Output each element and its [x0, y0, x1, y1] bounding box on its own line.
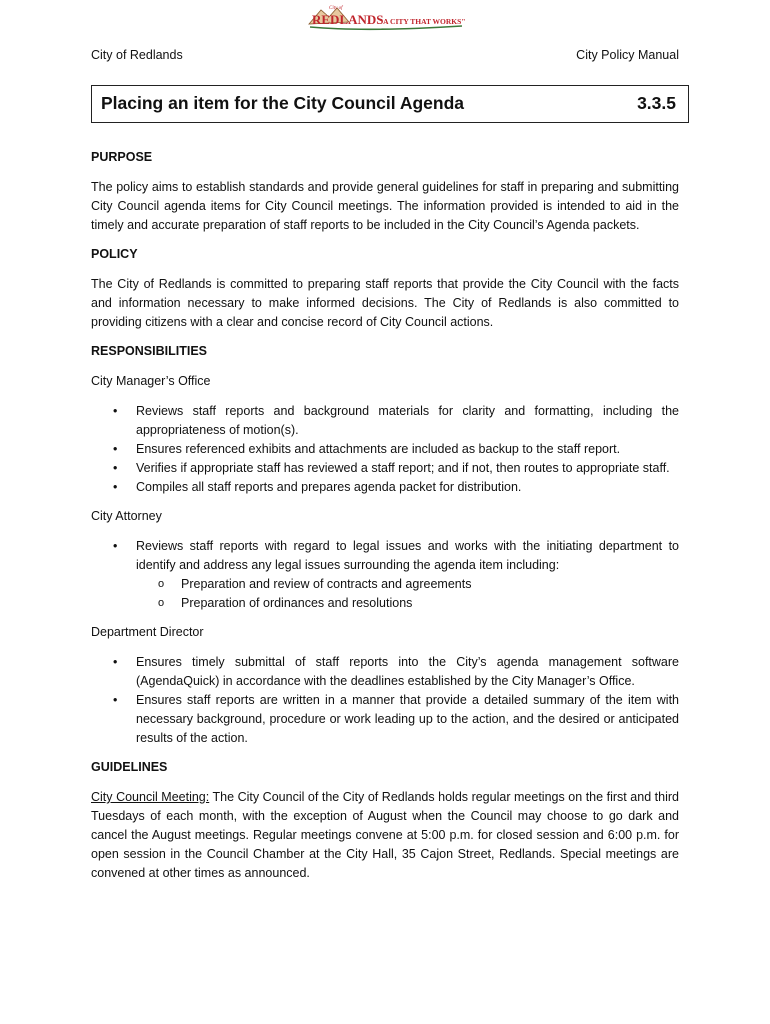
redlands-logo-graphic: [307, 2, 465, 32]
city-manager-label: City Manager’s Office: [91, 374, 211, 388]
policy-number: 3.3.5: [637, 93, 676, 113]
list-item: • Compiles all staff reports and prepares agenda packet for distribution.: [91, 478, 679, 497]
guidelines-lead: City Council Meeting:: [91, 790, 210, 804]
policy-heading: POLICY: [91, 247, 138, 261]
purpose-heading: PURPOSE: [91, 150, 153, 164]
list-item: • Verifies if appropriate staff has reviewed a staff report; and if not, then routes to appropriate staff.: [91, 459, 679, 478]
department-director-label: Department Director: [91, 625, 204, 639]
guidelines-body: The City Council of the City of Redlands holds regular meetings on the first and third Tuesdays of each month, with the exception of August when the Council may choose to go dark and cancel the August meetings. Regular meetings convene at 5:00 p.m. for closed session and 6:00 p.m. for open session in the Council Chamber at the City Hall, 35 Cajon Street, Redlands. Special meetings are convened at other times as announced.: [91, 790, 679, 880]
list-item: • Ensures timely submittal of staff reports into the City’s agenda management software (AgendaQuick) in accordance with the deadlines established by the City Manager’s Office.: [91, 653, 679, 691]
city-attorney-list: [91, 537, 679, 613]
list-item-text: Reviews staff reports with regard to legal issues and works with the initiating department to identify and address any legal issues surrounding the agenda item including:: [136, 539, 679, 572]
header-left: City of Redlands: [91, 48, 183, 62]
guidelines-heading: GUIDELINES: [91, 760, 168, 774]
guidelines-text: [91, 788, 679, 883]
logo-city-of: City of: [329, 6, 343, 11]
logo-name: REDLANDS: [312, 12, 384, 27]
header-right: City Policy Manual: [576, 48, 679, 62]
title-box: [91, 85, 689, 123]
sub-list-item: o Preparation and review of contracts and agreements: [136, 575, 679, 594]
list-item: • Ensures staff reports are written in a manner that provide a detailed summary of the item with necessary background, procedure or work leading up to the action, and the desired or anticipated results of the action.: [91, 691, 679, 748]
city-logo: [307, 2, 465, 32]
city-manager-list: [91, 402, 679, 497]
list-item: • Ensures referenced exhibits and attachments are included as backup to the staff report.: [91, 440, 679, 459]
logo-slogan: "A CITY THAT WORKS": [379, 17, 465, 26]
department-director-list: [91, 653, 679, 748]
list-item: • Reviews staff reports and background materials for clarity and formatting, including the appropriateness of motion(s).: [91, 402, 679, 440]
list-item: [91, 537, 679, 613]
city-attorney-label: City Attorney: [91, 509, 162, 523]
policy-text: The City of Redlands is committed to preparing staff reports that provide the City Council with the facts and information necessary to make informed decisions. The City of Redlands is also committed to providing citizens with a clear and concise record of City Council actions.: [91, 277, 679, 329]
policy-body: [91, 148, 679, 883]
policy-title: Placing an item for the City Council Agenda: [101, 93, 465, 113]
sub-list-item: o Preparation of ordinances and resolutions: [136, 594, 679, 613]
purpose-text: The policy aims to establish standards and provide general guidelines for staff in preparing and submitting City Council agenda items for City Council meetings. The information provided is intended to aid in the timely and accurate preparation of staff reports to be included in the City Council’s Agenda packets.: [91, 180, 679, 232]
city-attorney-sublist: [136, 575, 679, 613]
responsibilities-heading: RESPONSIBILITIES: [91, 344, 207, 358]
